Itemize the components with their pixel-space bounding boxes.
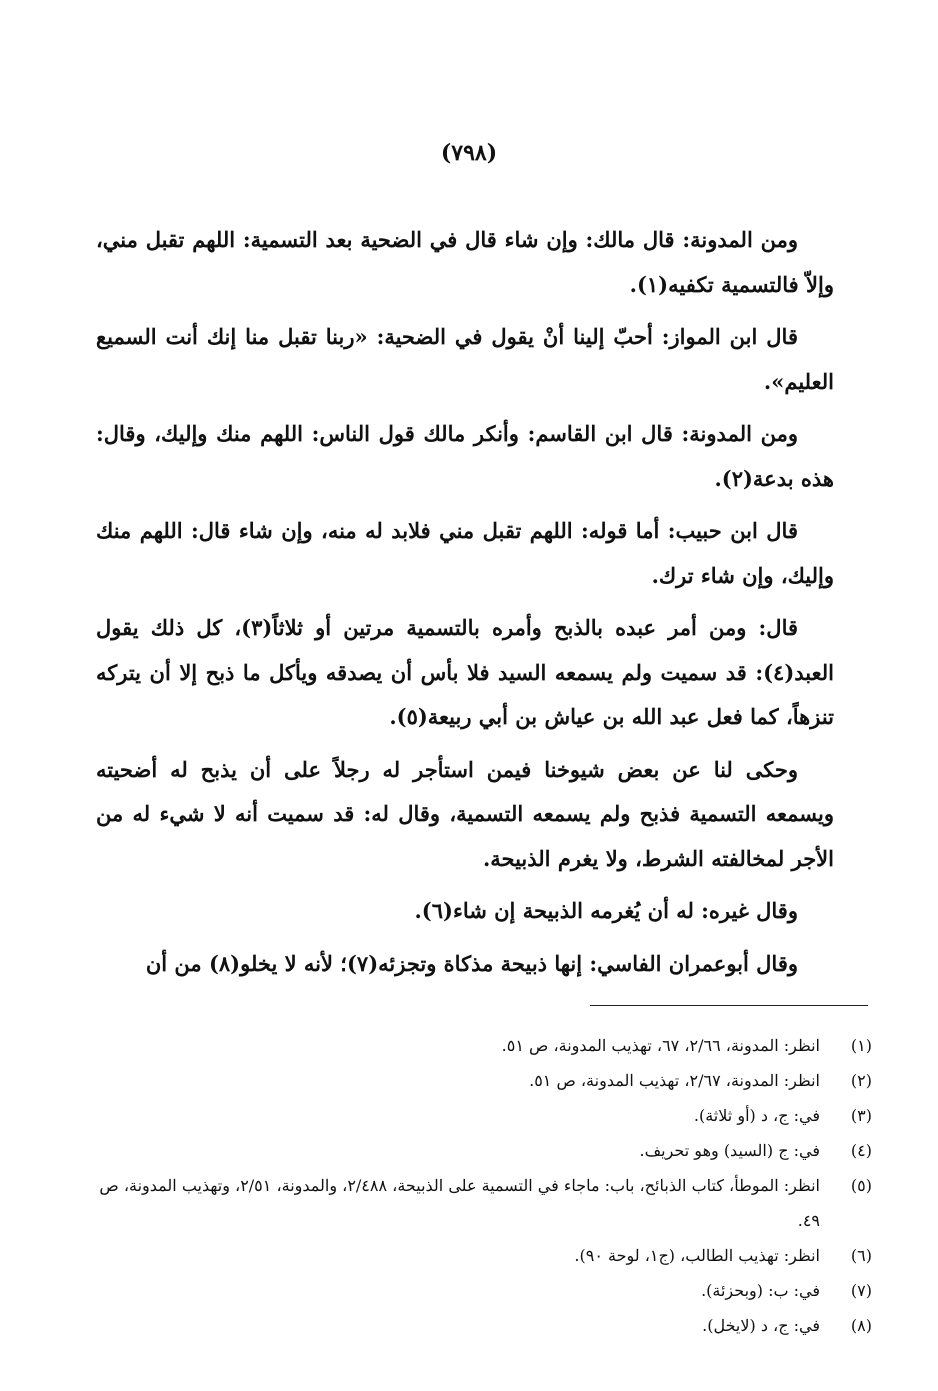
paragraph: ومن المدونة: قال مالك: وإن شاء قال في الضحية بعد التسمية: اللهم تقبل مني، وإلاّ فالتسمية تكفيه(١). bbox=[96, 227, 834, 297]
footnote-number: (٢) bbox=[850, 1071, 872, 1090]
footnote bbox=[96, 1063, 872, 1098]
footnote-text: انظر: تهذيب الطالب، (ج١، لوحة ٩٠). bbox=[574, 1246, 820, 1265]
footnote-number: (٨) bbox=[850, 1316, 872, 1335]
footnote-number: (٥) bbox=[850, 1176, 872, 1195]
footnote bbox=[96, 1273, 872, 1308]
footnote-number: (٤) bbox=[850, 1141, 872, 1160]
footnote-number: (٧) bbox=[850, 1281, 872, 1300]
paragraph: وقال غيره: له أن يُغرمه الذبيحة إن شاء(٦). bbox=[414, 898, 798, 923]
paragraph: قال ابن حبيب: أما قوله: اللهم تقبل مني فلابد له منه، وإن شاء قال: اللهم منك وإليك، وإن شاء ترك. bbox=[96, 518, 834, 588]
paragraph: ومن المدونة: قال ابن القاسم: وأنكر مالك قول الناس: اللهم منك وإليك، وقال: هذه بدعة(٢). bbox=[96, 421, 834, 491]
paragraph: وحكى لنا عن بعض شيوخنا فيمن استأجر له رجلاً على أن يذبح له أضحيته ويسمعه التسمية فذبح ولم يسمعه التسمية، وقال له: قد سميت أنه لا شيء له من الأجر لمخالفته الشرط، ولا يغرم الذبيحة. bbox=[96, 756, 834, 871]
footnote-text: في: ج (السيد) وهو تحريف. bbox=[639, 1141, 820, 1160]
footnote-number: (٦) bbox=[850, 1246, 872, 1265]
footnote-text: في: ج، د (لايخل). bbox=[702, 1316, 820, 1335]
footnote-text: انظر: المدونة، ٢/٦٦، ٦٧، تهذيب المدونة، ص ٥١. bbox=[501, 1036, 820, 1055]
footnote-text: انظر: المدونة، ٢/٦٧، تهذيب المدونة، ص ٥١. bbox=[529, 1071, 820, 1090]
footnote-number: (١) bbox=[850, 1036, 872, 1055]
footnote bbox=[96, 1238, 872, 1273]
main-text bbox=[96, 218, 834, 994]
footnote bbox=[96, 1028, 872, 1063]
footnote-text: انظر: الموطأ، كتاب الذبائح، باب: ماجاء في التسمية على الذبيحة، ٢/٤٨٨، والمدونة، ٢/٥١، وتهذيب المدونة، ص ٤٩. bbox=[99, 1176, 820, 1230]
footnote-divider bbox=[590, 1005, 868, 1006]
footnotes bbox=[96, 1028, 872, 1343]
paragraph: وقال أبوعمران الفاسي: إنها ذبيحة مذكاة وتجزئه(٧)؛ لأنه لا يخلو(٨) من أن bbox=[145, 950, 798, 976]
footnote bbox=[96, 1098, 872, 1133]
footnote bbox=[96, 1308, 872, 1343]
footnote bbox=[96, 1133, 872, 1168]
page-number: (٧٩٨) bbox=[440, 140, 498, 166]
paragraph: قال: ومن أمر عبده بالذبح وأمره بالتسمية مرتين أو ثلاثاً(٣)، كل ذلك يقول العبد(٤): قد سميت ولم يسمعه السيد فلا بأس أن يصدقه ويأكل ما ذبح إلا أن يتركه تنزهاً، كما فعل عبد الله بن عياش بن أبي ربيعة(٥). bbox=[96, 615, 834, 729]
footnote-number: (٣) bbox=[850, 1106, 872, 1125]
paragraph: قال ابن المواز: أحبّ إلينا أنْ يقول في الضحية: «ربنا تقبل منا إنك أنت السميع العليم». bbox=[96, 324, 834, 394]
footnote bbox=[96, 1168, 872, 1238]
footnote-text: في: ب: (وبحزئة). bbox=[701, 1281, 820, 1300]
footnote-text: في: ج، د (أو ثلاثة). bbox=[693, 1106, 820, 1125]
